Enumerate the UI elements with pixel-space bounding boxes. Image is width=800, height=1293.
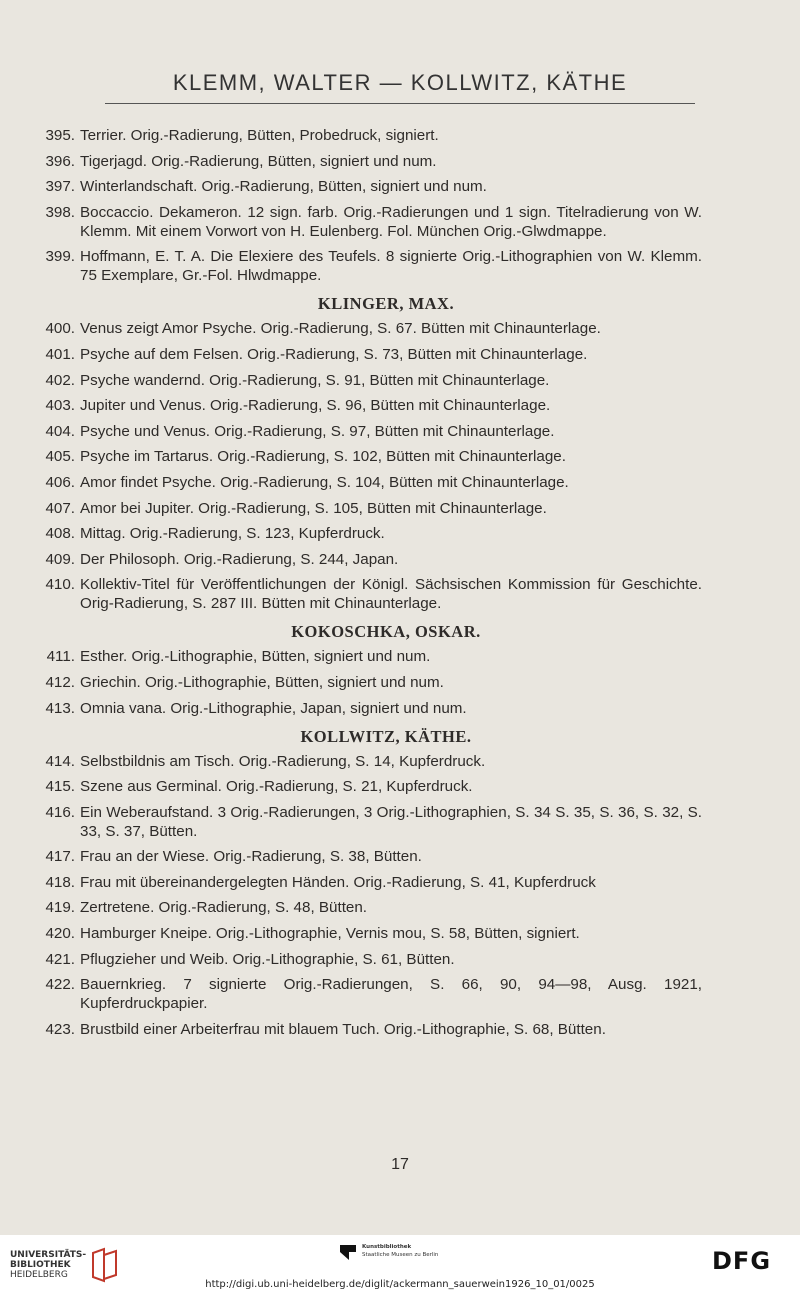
entry-text: Omnia vana. Orig.-Lithographie, Japan, signiert und num. <box>80 699 467 717</box>
entry-number: 411. <box>46 648 75 666</box>
entry-text: Pflugzieher und Weib. Orig.-Lithographie, S. 61, Bütten. <box>80 950 455 968</box>
entry-number: 416. <box>45 803 75 821</box>
header-rule <box>105 103 695 104</box>
entry-text: Ein Weberaufstand. 3 Orig.-Radierungen, 3 Orig.-Lithographien, S. 34 S. 35, S. 36, S. 32, S. 33, S. 37, Bütten. <box>80 803 702 840</box>
entry-number: 402. <box>45 371 75 389</box>
kunstbibliothek-logo[interactable] <box>340 1243 438 1261</box>
footer-bar <box>0 1235 800 1293</box>
catalog-entry <box>30 550 702 569</box>
catalog-entry <box>30 924 702 943</box>
entry-number: 418. <box>45 873 75 891</box>
catalog-entry <box>30 673 702 692</box>
section-heading: KOKOSCHKA, OSKAR. <box>291 622 481 642</box>
entry-text: Mittag. Orig.-Radierung, S. 123, Kupferdruck. <box>80 525 385 543</box>
catalog-entry <box>30 950 702 969</box>
entry-number: 415. <box>45 778 75 796</box>
section-heading: KLINGER, MAX. <box>317 294 455 314</box>
catalog-entry <box>30 898 702 917</box>
entry-number: 419. <box>45 899 75 917</box>
entry-text: Jupiter und Venus. Orig.-Radierung, S. 96, Bütten mit Chinaunterlage. <box>80 397 551 415</box>
source-url[interactable]: http://digi.ub.uni-heidelberg.de/diglit/ackermann_sauerwein1926_10_01/0025 <box>205 1279 595 1290</box>
entry-number: 408. <box>45 525 75 543</box>
entry-text: Der Philosoph. Orig.-Radierung, S. 244, Japan. <box>80 550 399 568</box>
entry-text: Winterlandschaft. Orig.-Radierung, Bütten, signiert und num. <box>80 178 487 196</box>
catalog-entry <box>30 319 702 338</box>
ub-heidelberg-logo[interactable] <box>10 1247 120 1283</box>
entry-number: 410. <box>45 576 75 594</box>
entry-number: 422. <box>45 976 75 994</box>
entry-number: 409. <box>45 550 75 568</box>
entry-number: 406. <box>45 473 75 491</box>
catalog-entry <box>30 873 702 892</box>
catalog-entry <box>30 152 702 171</box>
entry-number: 414. <box>45 752 75 770</box>
entry-text: Amor bei Jupiter. Orig.-Radierung, S. 105, Bütten mit Chinaunterlage. <box>80 499 547 517</box>
entry-number: 412. <box>45 673 75 691</box>
entry-number: 398. <box>45 203 75 221</box>
catalog-entry <box>30 126 702 145</box>
catalog-entry <box>30 203 702 241</box>
entry-text: Frau an der Wiese. Orig.-Radierung, S. 38, Bütten. <box>80 848 422 866</box>
catalog-entry <box>30 847 702 866</box>
entry-text: Frau mit übereinandergelegten Händen. Orig.-Radierung, S. 41, Kupferdruck <box>80 873 596 891</box>
entry-number: 420. <box>45 925 75 943</box>
catalog-entry <box>30 752 702 771</box>
catalog-entry <box>30 396 702 415</box>
kunstbibliothek-emblem-icon <box>340 1243 356 1261</box>
kunstbibliothek-text <box>362 1243 438 1259</box>
entry-number: 403. <box>45 397 75 415</box>
kb-line-1: Kunstbibliothek <box>362 1244 412 1250</box>
entry-text: Selbstbildnis am Tisch. Orig.-Radierung, S. 14, Kupferdruck. <box>80 752 486 770</box>
entry-text: Esther. Orig.-Lithographie, Bütten, signiert und num. <box>80 648 431 666</box>
running-head: KLEMM, WALTER — KOLLWITZ, KÄTHE <box>172 70 628 95</box>
kb-line-2: Staatliche Museen zu Berlin <box>362 1252 439 1258</box>
catalog-entry <box>30 371 702 390</box>
catalog-entry <box>30 247 702 285</box>
entry-number: 395. <box>45 127 75 144</box>
catalog-entry <box>30 803 702 841</box>
entry-number: 397. <box>45 178 75 196</box>
catalog-entry <box>30 699 702 718</box>
entry-text: Griechin. Orig.-Lithographie, Bütten, signiert und num. <box>80 673 444 691</box>
entry-number: 417. <box>45 848 75 866</box>
entry-number: 400. <box>45 320 75 338</box>
entry-number: 401. <box>45 345 75 363</box>
entry-number: 421. <box>45 950 75 968</box>
entry-text: Hoffmann, E. T. A. Die Elexiere des Teufels. 8 signierte Orig.-Lithographien von W. Klemm. 75 Exemplare, Gr.-Fol. Hlwdmappe. <box>80 248 702 285</box>
entry-number: 413. <box>45 699 75 717</box>
entry-number: 404. <box>45 422 75 440</box>
catalog-entry <box>30 177 702 196</box>
page-number: 17 <box>391 1156 409 1173</box>
catalog-entry <box>30 345 702 364</box>
catalog-entry <box>30 777 702 796</box>
catalog-entry <box>30 473 702 492</box>
entry-text: Boccaccio. Dekameron. 12 sign. farb. Orig.-Radierungen und 1 sign. Titelradierung von W. Klemm. Mit einem Vorwort von H. Eulenberg. Fol. München Orig.-Glwdmappe. <box>80 203 702 240</box>
ub-line-1: UNIVERSITÄTS- <box>10 1250 87 1260</box>
entry-text: Psyche wandernd. Orig.-Radierung, S. 91, Bütten mit Chinaunterlage. <box>80 371 550 389</box>
entry-number: 423. <box>45 1020 75 1038</box>
entry-text: Amor findet Psyche. Orig.-Radierung, S. 104, Bütten mit Chinaunterlage. <box>80 473 569 491</box>
catalog-entry <box>30 447 702 466</box>
entry-text: Zertretene. Orig.-Radierung, S. 48, Bütten. <box>80 899 368 917</box>
entry-text: Brustbild einer Arbeiterfrau mit blauem Tuch. Orig.-Lithographie, S. 68, Bütten. <box>80 1020 606 1038</box>
entry-text: Psyche auf dem Felsen. Orig.-Radierung, S. 73, Bütten mit Chinaunterlage. <box>80 345 588 363</box>
entry-number: 407. <box>45 499 75 517</box>
section-heading: KOLLWITZ, KÄTHE. <box>300 726 472 746</box>
catalog-entry <box>30 975 702 1013</box>
entry-text: Psyche im Tartarus. Orig.-Radierung, S. 102, Bütten mit Chinaunterlage. <box>80 448 566 466</box>
entry-number: 396. <box>45 152 75 170</box>
entry-text: Kollektiv-Titel für Veröffentlichungen der Königl. Sächsischen Kommission für Geschichte. Orig-Radierung, S. 287 III. Bütten mit Chinaunterlage. <box>80 576 702 613</box>
catalog-entry <box>30 647 702 666</box>
catalog-entry <box>30 422 702 441</box>
entry-text: Terrier. Orig.-Radierung, Bütten, Probedruck, signiert. <box>80 127 439 144</box>
entry-number: 399. <box>45 248 75 266</box>
entry-text: Venus zeigt Amor Psyche. Orig.-Radierung, S. 67. Bütten mit Chinaunterlage. <box>80 320 601 338</box>
entry-text: Tigerjagd. Orig.-Radierung, Bütten, signiert und num. <box>80 152 437 170</box>
entry-text: Szene aus Germinal. Orig.-Radierung, S. 21, Kupferdruck. <box>80 778 473 796</box>
ub-emblem-icon <box>90 1247 120 1283</box>
catalog-list <box>30 126 702 1045</box>
ub-line-3: HEIDELBERG <box>10 1270 68 1280</box>
catalog-entry <box>30 1020 702 1039</box>
ub-logo-text <box>10 1250 86 1280</box>
catalog-entry <box>30 499 702 518</box>
entry-text: Bauernkrieg. 7 signierte Orig.-Radierungen, S. 66, 90, 94—98, Ausg. 1921, Kupferdruckpapier. <box>80 976 702 1013</box>
entry-text: Psyche und Venus. Orig.-Radierung, S. 97, Bütten mit Chinaunterlage. <box>80 422 555 440</box>
catalog-entry <box>30 575 702 613</box>
entry-text: Hamburger Kneipe. Orig.-Lithographie, Vernis mou, S. 58, Bütten, signiert. <box>80 925 580 943</box>
catalog-entry <box>30 524 702 543</box>
entry-number: 405. <box>45 448 75 466</box>
ub-line-2: BIBLIOTHEK <box>10 1260 71 1270</box>
dfg-logo[interactable]: DFG <box>712 1247 772 1275</box>
